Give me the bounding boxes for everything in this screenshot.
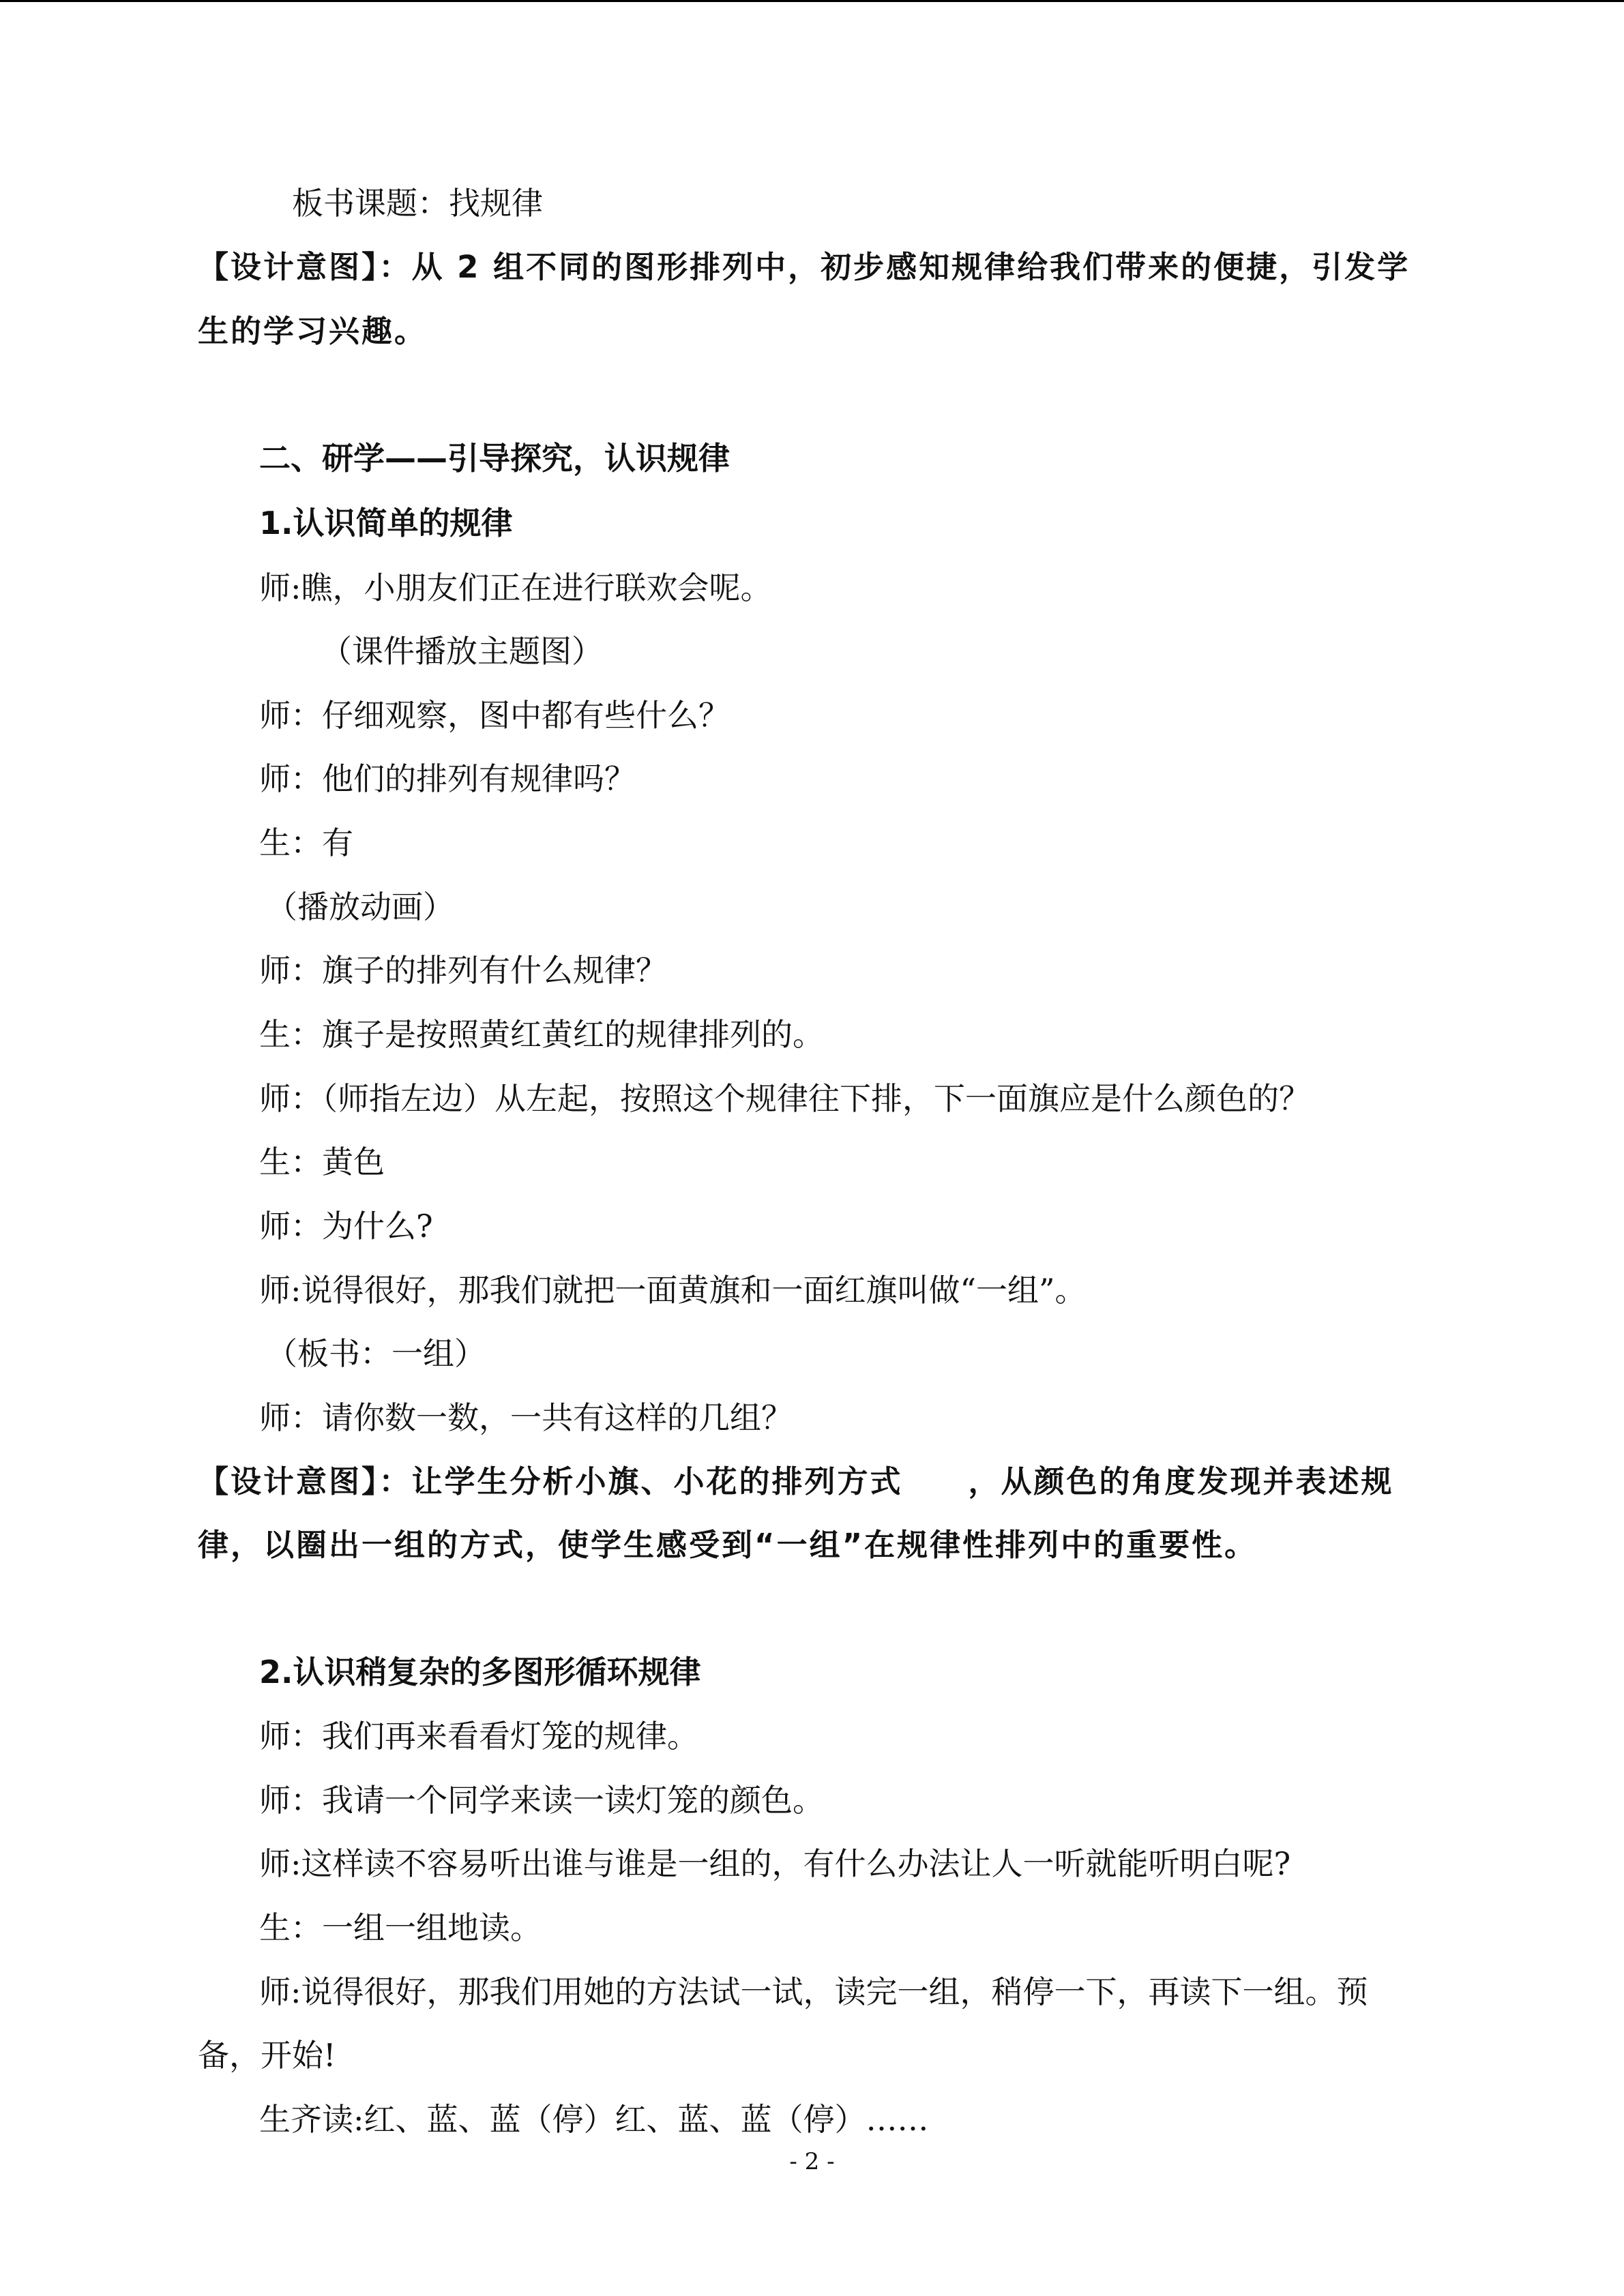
dialogue-line: 师：他们的排列有规律吗？ bbox=[259, 760, 636, 797]
dialogue-line: 师:说得很好，那我们用她的方法试一试，读完一组，稍停一下，再读下一组。预 bbox=[259, 1973, 1368, 2010]
subsection-heading-2: 2.认识稍复杂的多图形循环规律 bbox=[259, 1654, 701, 1690]
design-intent-1-line2: 生的学习兴趣。 bbox=[198, 313, 428, 349]
page-number: - 2 - bbox=[789, 2148, 835, 2175]
dialogue-line: 师：我请一个同学来读一读灯笼的颜色。 bbox=[259, 1782, 824, 1819]
subsection-heading-1: 1.认识简单的规律 bbox=[259, 505, 513, 541]
dialogue-line: 师:瞧，小朋友们正在进行联欢会呢。 bbox=[259, 569, 772, 606]
dialogue-line: 师：请你数一数，一共有这样的几组？ bbox=[259, 1399, 793, 1436]
dialogue-line: 生：旗子是按照黄红黄红的规律排列的。 bbox=[259, 1016, 824, 1053]
stage-direction-line: （课件播放主题图） bbox=[321, 633, 603, 670]
design-intent-2-line1: 【设计意图】：让学生分析小旗、小花的排列方式 ，从颜色的角度发现并表述规 bbox=[198, 1463, 1394, 1500]
dialogue-line: 师：我们再来看看灯笼的规律。 bbox=[259, 1718, 698, 1755]
dialogue-line: 师：旗子的排列有什么规律？ bbox=[259, 952, 667, 989]
dialogue-line: 师：为什么? bbox=[259, 1208, 433, 1244]
dialogue-line: 师:这样读不容易听出谁与谁是一组的，有什么办法让人一听就能听明白呢? bbox=[259, 1845, 1291, 1882]
dialogue-line: 师：（师指左边）从左起，按照这个规律往下排，下一面旗应是什么颜色的？ bbox=[259, 1080, 1310, 1117]
dialogue-line: 师：仔细观察，图中都有些什么？ bbox=[259, 697, 730, 734]
board-title-line: 板书课题：找规律 bbox=[292, 185, 543, 222]
stage-direction-line: （板书：一组） bbox=[266, 1335, 486, 1372]
dialogue-line: 生：有 bbox=[259, 824, 353, 861]
design-intent-1-line1: 【设计意图】：从 2 组不同的图形排列中，初步感知规律给我们带来的便捷，引发学 bbox=[198, 249, 1411, 285]
dialogue-line: 生：黄色 bbox=[259, 1144, 385, 1180]
dialogue-line: 生齐读:红、蓝、蓝（停）红、蓝、蓝（停）…… bbox=[259, 2101, 929, 2138]
dialogue-line: 生：一组一组地读。 bbox=[259, 1909, 542, 1946]
dialogue-line: 师:说得很好，那我们就把一面黄旗和一面红旗叫做“一组”。 bbox=[259, 1272, 1087, 1309]
stage-direction-line: （播放动画） bbox=[266, 889, 454, 925]
dialogue-line-continued: 备，开始! bbox=[198, 2037, 336, 2074]
section-heading-2: 二、研学——引导探究，认识规律 bbox=[259, 440, 730, 477]
design-intent-2-line2: 律，以圈出一组的方式，使学生感受到“一组”在规律性排列中的重要性。 bbox=[198, 1527, 1258, 1563]
top-border bbox=[0, 0, 1624, 2]
